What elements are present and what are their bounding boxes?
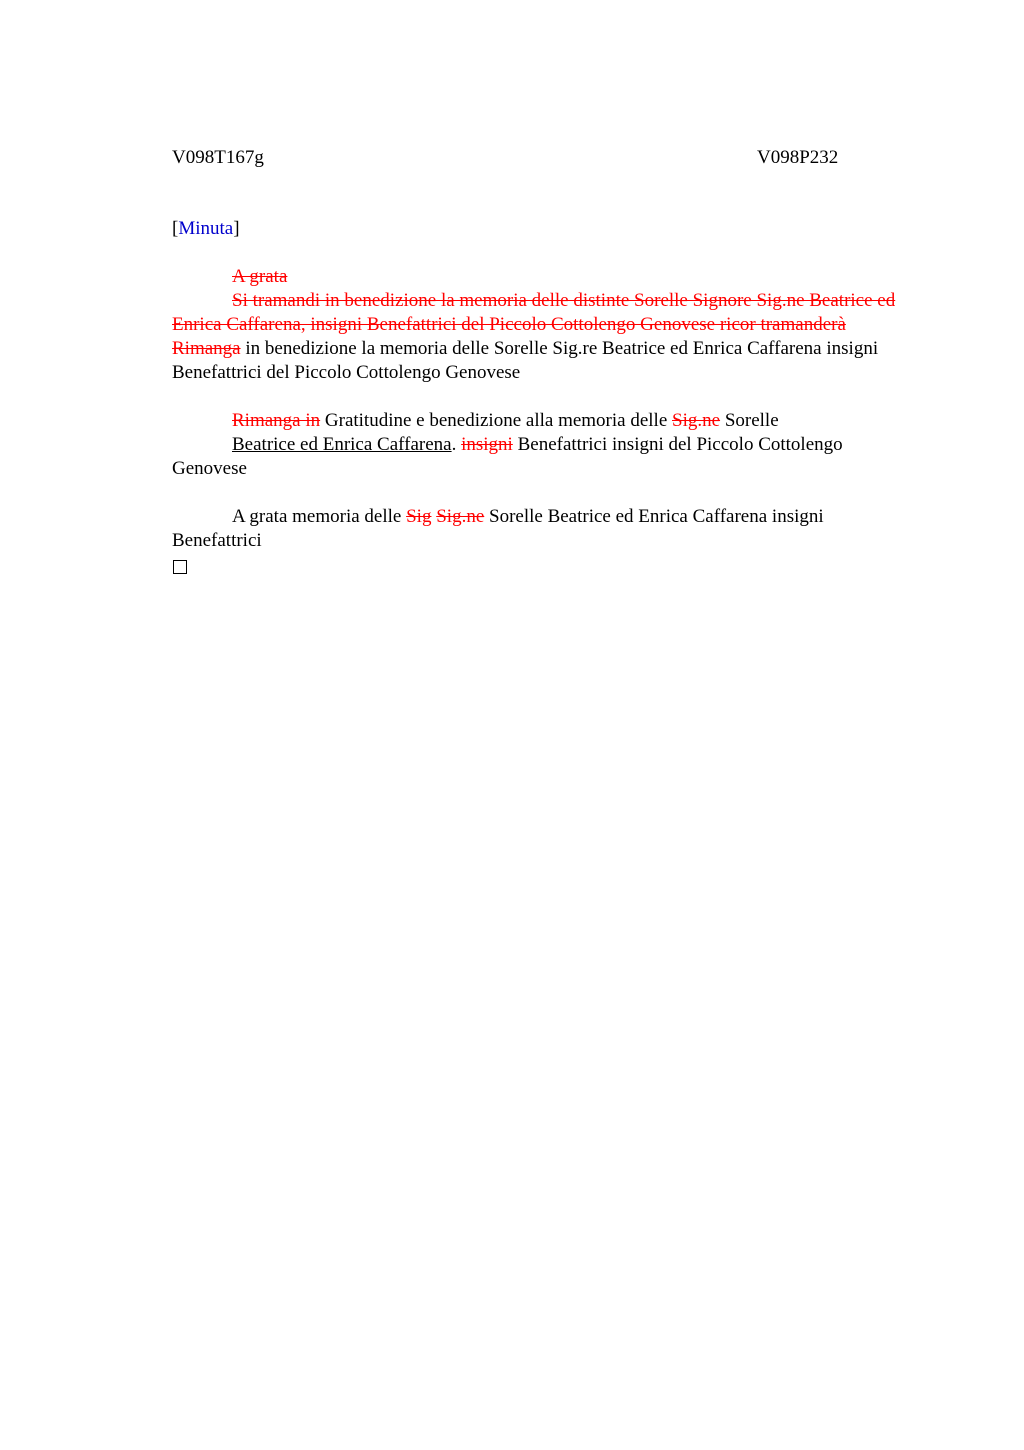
kept-text: Sorelle <box>720 410 779 431</box>
draft-line-a-grata <box>172 265 912 289</box>
document-page <box>172 146 912 581</box>
draft-paragraph-1 <box>172 289 912 385</box>
kept-text: Benefattrici insigni del Piccolo Cottolengo Genovese <box>172 434 843 479</box>
deleted-text: Sig.ne <box>672 410 721 431</box>
deleted-text: A grata <box>232 266 288 287</box>
kept-text: Gratitudine e benedizione alla memoria delle <box>320 410 673 431</box>
end-marker-row <box>172 553 912 581</box>
draft-block-3 <box>172 505 912 581</box>
kept-text: A grata memoria delle <box>232 506 407 527</box>
underlined-text: Beatrice ed Enrica Caffarena <box>232 434 452 455</box>
draft-block-2 <box>172 409 912 481</box>
kept-text: . <box>451 434 462 455</box>
deleted-text: Si tramandi in benedizione la memoria delle distinte Sorelle Signore Sig.ne Beatrice ed Enrica Caffarena, insigni Benefattrici del Piccolo Cottolengo Genovese ricor tramanderà Rimanga <box>172 290 896 359</box>
deleted-text: Sig.ne <box>436 506 485 527</box>
deleted-text: Sig <box>406 506 432 527</box>
document-code-right: V098P232 <box>757 147 839 168</box>
deleted-text: insigni <box>461 434 513 455</box>
document-header <box>172 146 912 170</box>
kept-text: Sorelle Beatrice ed Enrica Caffarena insigni Benefattrici <box>172 506 824 551</box>
minuta-link[interactable]: Minuta <box>178 218 234 239</box>
deleted-text: Rimanga in <box>232 410 321 431</box>
minuta-heading <box>172 217 912 241</box>
bracket-open: [ <box>172 218 179 239</box>
kept-text: in benedizione la memoria delle Sorelle Sig.re Beatrice ed Enrica Caffarena insigni Benefattrici del Piccolo Cottolengo Genovese <box>172 338 879 383</box>
draft-paragraph-3 <box>172 505 912 553</box>
draft-block-1 <box>172 265 912 385</box>
document-code-left: V098T167g <box>172 147 264 168</box>
draft-paragraph-2 <box>172 409 912 481</box>
empty-square-icon <box>173 560 187 574</box>
bracket-close: ] <box>233 218 240 239</box>
